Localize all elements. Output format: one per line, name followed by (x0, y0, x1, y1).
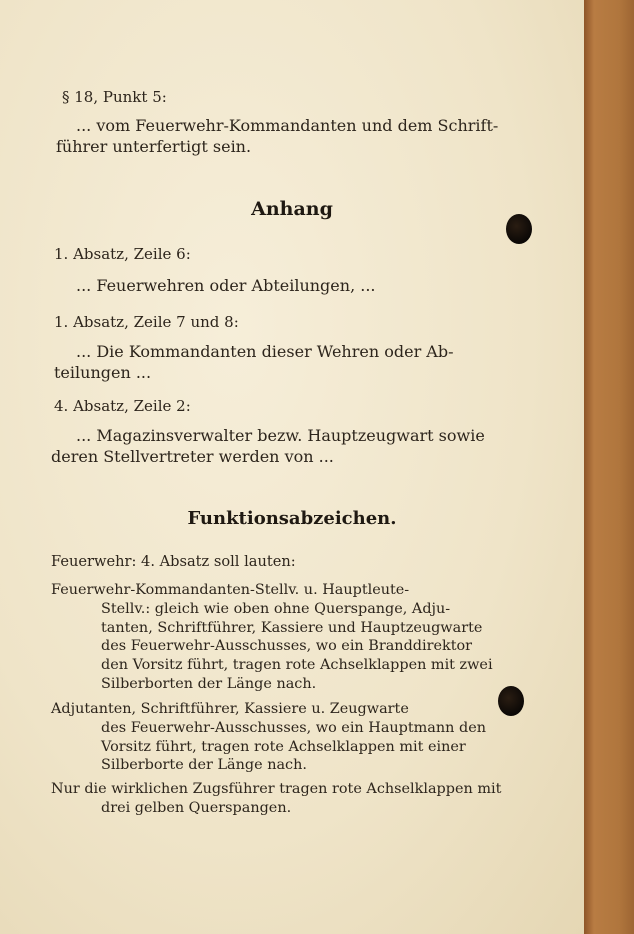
anhang-ref: 1. Absatz, Zeile 6: (54, 245, 191, 263)
funktion-intro: Feuerwehr: 4. Absatz soll lauten: (51, 553, 296, 570)
funktion-item-line: Stellv.: gleich wie oben ohne Querspange, Adju- (101, 600, 451, 617)
funktion-item-line: Silberborten der Länge nach. (101, 675, 317, 692)
funktion-item-line: Silberborte der Länge nach. (101, 757, 307, 774)
section-heading-funktionsabzeichen: Funktionsabzeichen. (187, 508, 397, 529)
punch-hole (498, 686, 524, 716)
amendment-line: führer unterfertigt sein. (56, 137, 252, 156)
section-heading-anhang: Anhang (251, 198, 333, 220)
funktion-item-line: den Vorsitz führt, tragen rote Achselklappen mit zwei (101, 657, 493, 674)
book-cover-edge (584, 0, 634, 934)
funktion-item (51, 700, 531, 775)
anhang-line: teilungen ... (54, 363, 152, 382)
anhang-line: deren Stellvertreter werden von ... (51, 447, 334, 466)
punch-hole (506, 214, 532, 244)
funktion-item-first-line: Feuerwehr-Kommandanten-Stellv. u. Hauptleute- (51, 582, 410, 598)
amendment-ref: § 18, Punkt 5: (62, 88, 167, 106)
funktion-item-line: tanten, Schriftführer, Kassiere und Hauptzeugwarte (101, 619, 483, 636)
funktion-item (51, 581, 531, 694)
anhang-ref: 4. Absatz, Zeile 2: (54, 397, 191, 415)
anhang-line: ... Magazinsverwalter bezw. Hauptzeugwart sowie (76, 426, 485, 445)
funktion-item-line: Vorsitz führt, tragen rote Achselklappen mit einer (101, 738, 466, 755)
funktion-item-line: des Feuerwehr-Ausschusses, wo ein Branddirektor (101, 638, 473, 655)
funktion-item-first-line: Adjutanten, Schriftführer, Kassiere u. Zeugwarte (51, 701, 409, 717)
anhang-ref: 1. Absatz, Zeile 7 und 8: (54, 313, 239, 331)
anhang-line: ... Die Kommandanten dieser Wehren oder Ab- (76, 342, 454, 361)
funktion-item-first-line: Nur die wirklichen Zugsführer tragen rote Achselklappen mit (51, 781, 502, 797)
amendment-line: ... vom Feuerwehr-Kommandanten und dem Schrift- (76, 116, 499, 135)
anhang-line: ... Feuerwehren oder Abteilungen, ... (76, 276, 376, 295)
funktion-item (51, 780, 531, 818)
funktion-item-line: drei gelben Querspangen. (101, 799, 292, 816)
funktion-item-line: des Feuerwehr-Ausschusses, wo ein Hauptmann den (101, 719, 486, 736)
